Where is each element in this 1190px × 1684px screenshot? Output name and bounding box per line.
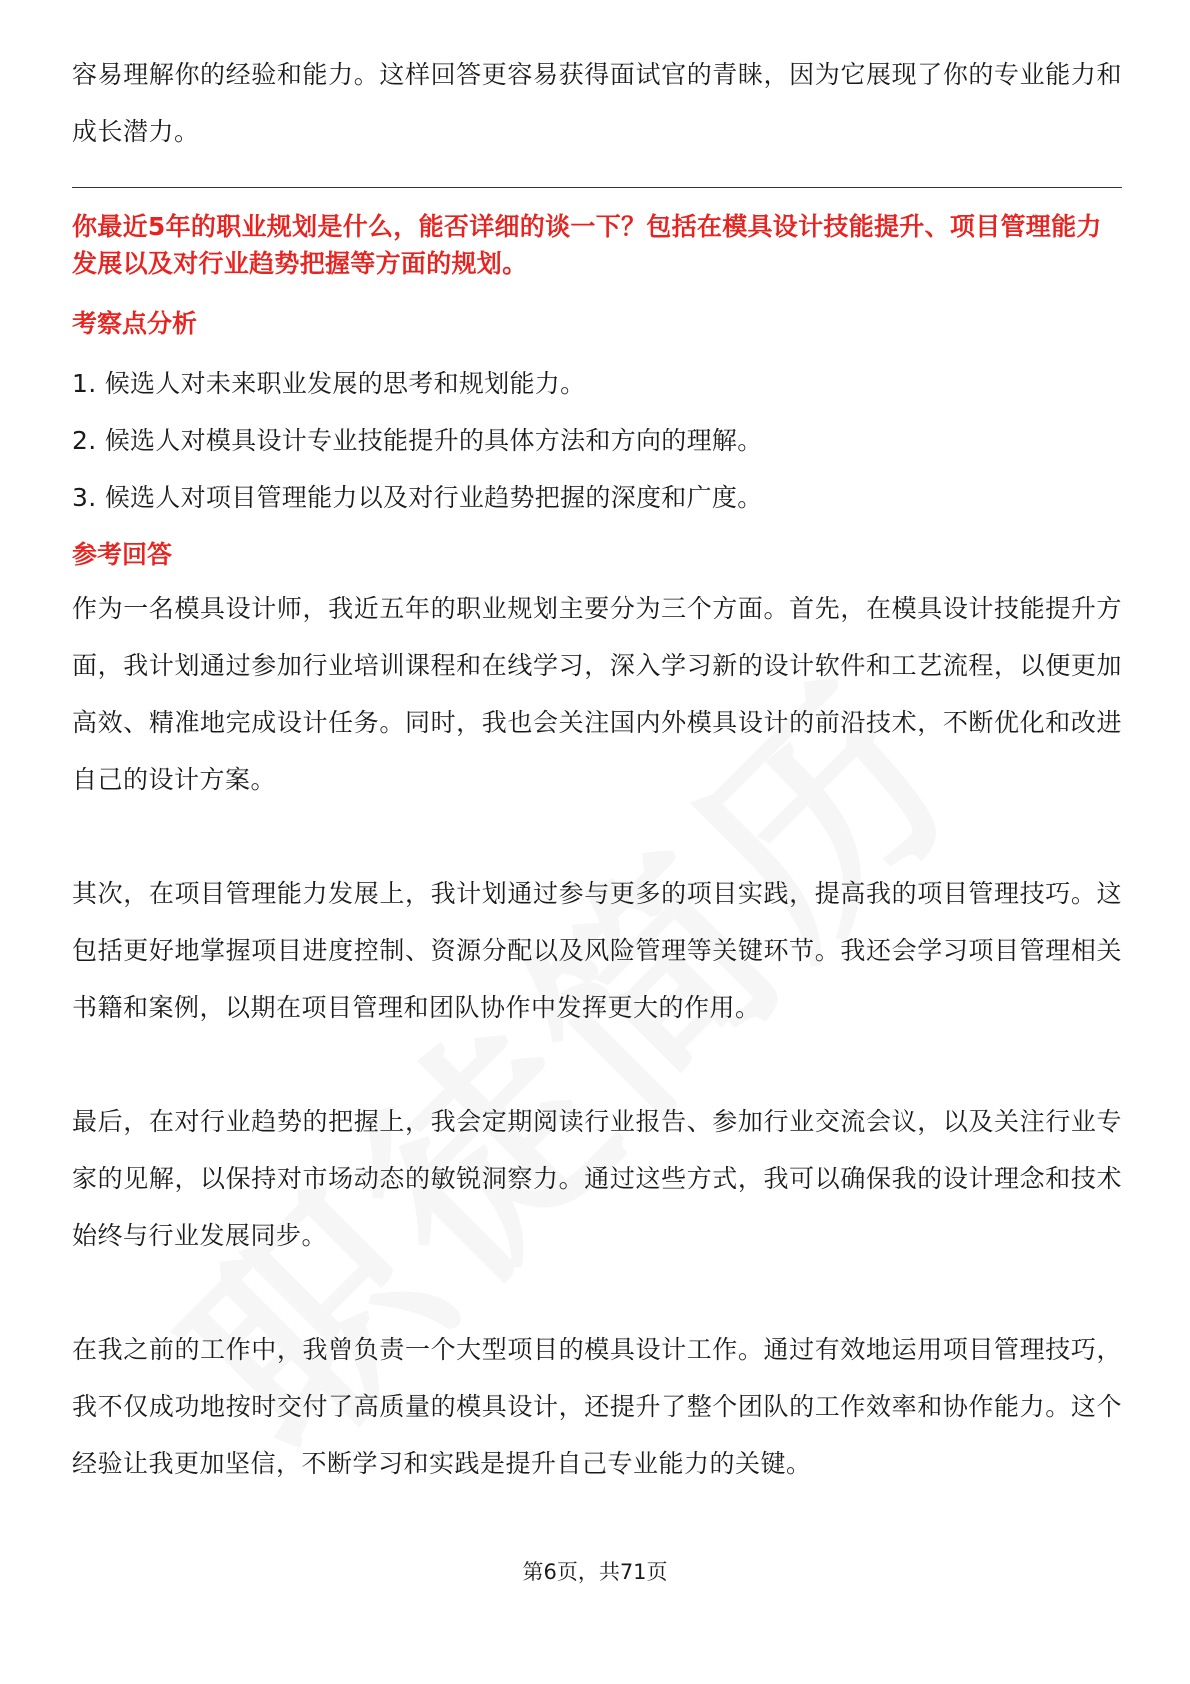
analysis-item: 1. 候选人对未来职业发展的思考和规划能力。 bbox=[72, 369, 586, 398]
answer-paragraph: 其次，在项目管理能力发展上，我计划通过参与更多的项目实践，提高我的项目管理技巧。这包括更好地掌握项目进度控制、资源分配以及风险管理等关键环节。我还会学习项目管理相关书籍和案例，以期在项目管理和团队协作中发挥更大的作用。 bbox=[72, 879, 1122, 1022]
analysis-list bbox=[72, 355, 1122, 526]
answer-title: 参考回答 bbox=[72, 540, 173, 569]
analysis-item: 3. 候选人对项目管理能力以及对行业趋势把握的深度和广度。 bbox=[72, 483, 763, 512]
answer-paragraph: 在我之前的工作中，我曾负责一个大型项目的模具设计工作。通过有效地运用项目管理技巧，我不仅成功地按时交付了高质量的模具设计，还提升了整个团队的工作效率和协作能力。这个经验让我更加坚信，不断学习和实践是提升自己专业能力的关键。 bbox=[72, 1335, 1122, 1478]
answer-body bbox=[72, 580, 1122, 1492]
page-content bbox=[72, 46, 1122, 1492]
answer-paragraph: 作为一名模具设计师，我近五年的职业规划主要分为三个方面。首先，在模具设计技能提升方面，我计划通过参加行业培训课程和在线学习，深入学习新的设计软件和工艺流程，以便更加高效、精准地完成设计任务。同时，我也会关注国内外模具设计的前沿技术，不断优化和改进自己的设计方案。 bbox=[72, 594, 1122, 794]
analysis-title: 考察点分析 bbox=[72, 309, 198, 338]
analysis-item: 2. 候选人对模具设计专业技能提升的具体方法和方向的理解。 bbox=[72, 426, 763, 455]
section-divider bbox=[72, 187, 1122, 188]
intro-paragraph: 容易理解你的经验和能力。这样回答更容易获得面试官的青睐，因为它展现了你的专业能力和成长潜力。 bbox=[72, 60, 1122, 146]
interview-question: 你最近5年的职业规划是什么，能否详细的谈一下？包括在模具设计技能提升、项目管理能力发展以及对行业趋势把握等方面的规划。 bbox=[72, 212, 1102, 278]
page-footer: 第6页，共71页 bbox=[522, 1560, 668, 1584]
answer-paragraph: 最后，在对行业趋势的把握上，我会定期阅读行业报告、参加行业交流会议，以及关注行业专家的见解，以保持对市场动态的敏锐洞察力。通过这些方式，我可以确保我的设计理念和技术始终与行业发展同步。 bbox=[72, 1107, 1122, 1250]
